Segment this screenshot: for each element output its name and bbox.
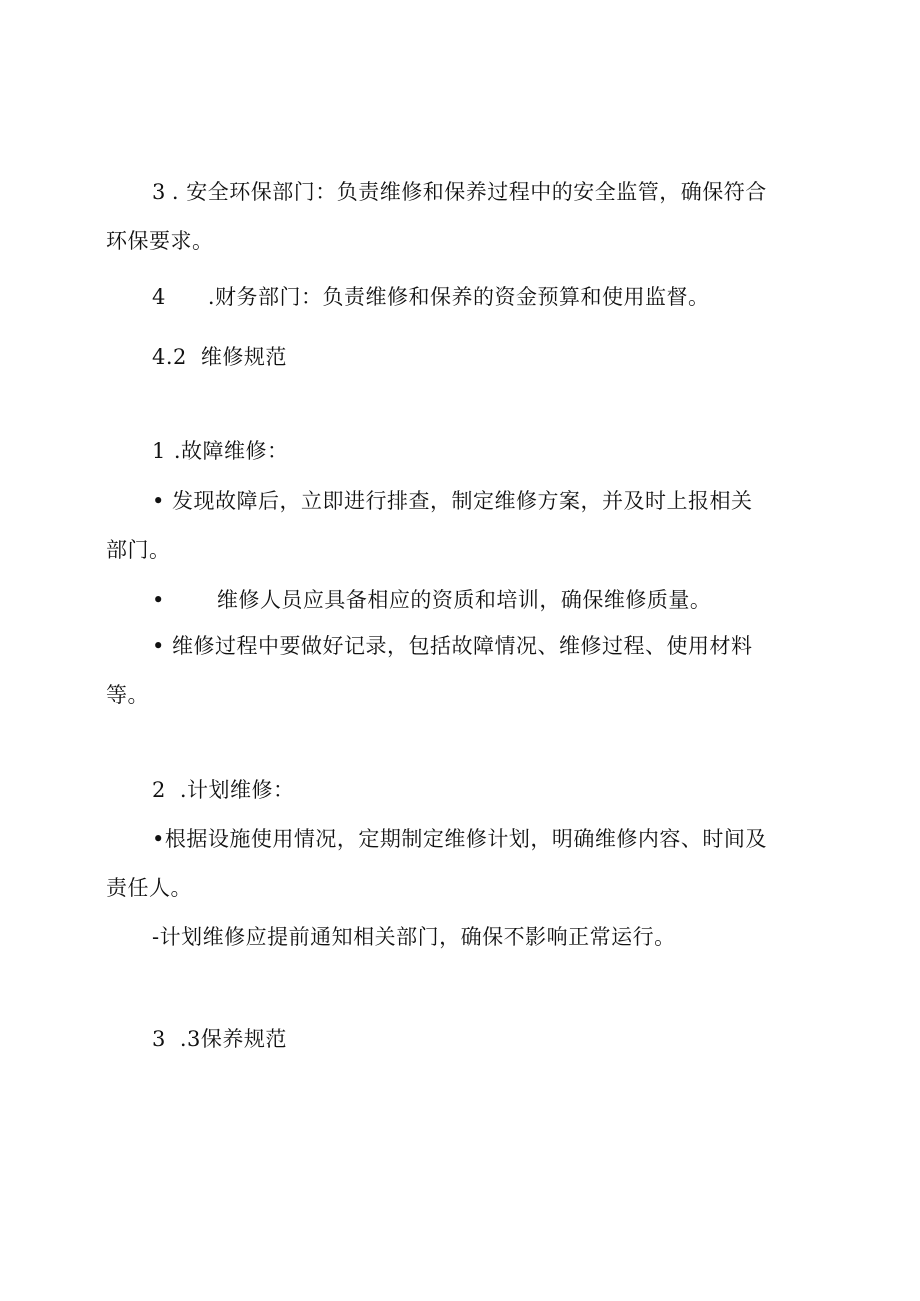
- subheading-fault-repair: [152, 437, 289, 465]
- item-number: 2: [152, 778, 166, 802]
- bullet-text: 维修人员应具备相应的资质和培训，确保维修质量。: [216, 588, 712, 612]
- bullet-repair-records-line2: 等。: [106, 683, 149, 707]
- bullet-mark: •: [152, 588, 165, 612]
- section-title: .3保养规范: [179, 1027, 287, 1051]
- section-number: 3: [152, 1027, 166, 1051]
- paragraph-finance-dept: [152, 283, 710, 311]
- bullet-advance-notice: -计划维修应提前通知相关部门，确保不影响正常运行。: [152, 925, 676, 949]
- item-text: .财务部门：负责维修和保养的资金预算和使用监督。: [207, 285, 710, 309]
- bullet-planned-schedule-line1: •根据设施使用情况，定期制定维修计划，明确维修内容、时间及: [152, 827, 767, 851]
- subheading-planned-repair: [152, 776, 295, 804]
- item-text: . 安全环保部门：负责维修和保养过程中的安全监管，确保符合: [171, 180, 767, 204]
- paragraph-safety-dept-line2: 环保要求。: [106, 229, 214, 253]
- bullet-repair-records-line1: • 维修过程中要做好记录，包括故障情况、维修过程、使用材料: [152, 634, 753, 658]
- bullet-planned-schedule-line2: 责任人。: [106, 876, 192, 900]
- section-number: 4.2: [152, 345, 187, 369]
- section-heading-4-2: [152, 343, 287, 371]
- item-number: 4: [152, 285, 166, 309]
- item-text: .故障维修：: [173, 439, 289, 463]
- item-number: 3: [152, 180, 166, 204]
- paragraph-safety-dept-line1: [152, 178, 767, 206]
- section-heading-4-3: [152, 1025, 287, 1053]
- bullet-fault-discovery-line1: • 发现故障后，立即进行排查，制定维修方案，并及时上报相关: [152, 489, 753, 513]
- bullet-staff-qualification: [152, 586, 711, 614]
- section-title: 维修规范: [200, 345, 287, 369]
- item-number: 1: [152, 439, 166, 463]
- bullet-fault-discovery-line2: 部门。: [106, 538, 171, 562]
- item-text: .计划维修：: [179, 778, 295, 802]
